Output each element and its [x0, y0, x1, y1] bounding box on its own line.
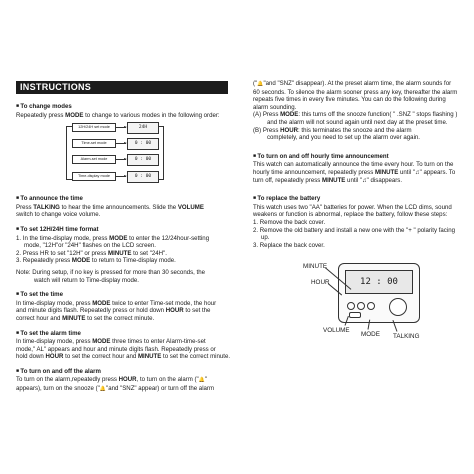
battery-step-2b: up.: [261, 234, 270, 242]
battery-step-3: 3. Replace the back cover.: [253, 241, 325, 249]
mode-label-time-set: Time-set mode: [72, 139, 116, 148]
format-step-1: 1. In the time-display mode, press MODE to enter the 12/24hour-setting: [16, 234, 210, 242]
alarm-bell-icon: 🔔: [198, 377, 205, 384]
battery-step-2: 2. Remove the old battery and install a new one with the "+ " polarity facing: [253, 226, 455, 234]
alarm-cont-line-2: 60 seconds. To silence the alarm sooner press any key, thereafter the alarm: [253, 88, 458, 96]
mode-arrow: [115, 143, 126, 144]
page-title: INSTRUCTIONS: [16, 81, 228, 94]
lcd-time-set: 0 : 00: [127, 138, 159, 150]
hourly-chime-icon: ♫: [362, 176, 367, 184]
mode-diagram: [16, 122, 234, 186]
label-hour: HOUR: [311, 279, 330, 287]
hourly-line-3: turn off, repeatedly press MINUTE until "♫" disappears.: [253, 176, 403, 184]
lcd-12h24h: 24H: [127, 122, 159, 134]
hourly-chime-icon: ♫: [415, 168, 420, 176]
volume-switch-graphic: [349, 312, 361, 318]
label-talking: TALKING: [393, 333, 420, 341]
minute-button-graphic: [357, 302, 365, 310]
heading-set-format: ■ To set 12H/24H time format: [16, 226, 234, 235]
hour-button-graphic: [347, 302, 355, 310]
alarm-onoff-line-2: appears), turn on the snooze ("🔔"and "SNZ" appear) or turn off the alarm: [16, 385, 215, 393]
talking-button-graphic: [389, 298, 407, 316]
label-volume: VOLUME: [323, 327, 350, 335]
format-note-1: Note: During setup, if no key is pressed for more than 30 seconds, the: [16, 268, 206, 276]
lcd-alarm-set: 0 : 00: [127, 154, 159, 166]
set-alarm-line-2: mode," AL" appears and hour and minute digits flash. Repeatedly press or: [16, 345, 216, 353]
alarm-option-b-2: completely, and you need to set up the alarm over again.: [267, 134, 421, 142]
alarm-onoff-line-1: To turn on the alarm,repeatedly press HOUR, to turn on the alarm ("🔔": [16, 376, 208, 384]
hourly-line-2: hourly time announcement, repeatedly press MINUTE until "♫" appears. To: [253, 168, 456, 176]
device-lcd: 12 : 00: [345, 270, 413, 294]
announce-line-1: Press TALKING to hear the time announcements. Slide the VOLUME: [16, 203, 204, 211]
alarm-bell-icon: 🔔: [257, 81, 264, 87]
alarm-bell-icon: 🔔: [99, 386, 107, 393]
announce-line-2: switch to change voice volume.: [16, 211, 101, 219]
mode-label-time-display: Time-display mode: [72, 172, 116, 181]
heading-hourly: ■ To turn on and off hourly time announcement: [253, 153, 465, 162]
alarm-cont-line-1: ("🔔"and "SNZ" disappear). At the preset alarm time, the alarm sounds for: [253, 80, 452, 87]
alarm-cont-line-4: alarm sounding.: [253, 103, 297, 111]
heading-set-time: ■ To set the time: [16, 291, 234, 300]
heading-alarm-onoff: ■ To turn on and off the alarm: [16, 368, 234, 377]
mode-arrow: [115, 127, 126, 128]
battery-line-2: weakens or function is abnormal, replace the battery, follow these steps:: [253, 211, 448, 219]
left-column: [16, 103, 234, 394]
heading-battery: ■ To replace the battery: [253, 195, 465, 204]
alarm-option-a-2: and the alarm will not sound again until next day at the preset time.: [267, 118, 448, 126]
heading-announce-time: ■ To announce the time: [16, 195, 234, 204]
label-minute: MINUTE: [303, 263, 328, 271]
alarm-option-b: (B) Press HOUR: this terminates the snooze and the alarm: [253, 126, 412, 134]
device-illustration: [338, 263, 420, 323]
leader-line: [368, 320, 371, 330]
mode-label-12h24h: 12H/24H set mode: [72, 123, 116, 132]
set-time-line-2: and minute digits flash. Repeatedly press or hold down HOUR to set the: [16, 307, 211, 315]
battery-step-1: 1. Remove the back cover.: [253, 218, 326, 226]
set-alarm-line-3: hold down HOUR to set the correct hour and MINUTE to set the correct minute.: [16, 353, 231, 361]
battery-line-1: This watch uses two "AA" batteries for power. When the LCD dims, sound: [253, 203, 452, 211]
device-figure: [253, 249, 465, 349]
format-note-2: watch will return to Time-display mode.: [34, 276, 139, 284]
format-step-1b: mode, "12H"or "24H" flashes on the LCD screen.: [24, 242, 156, 250]
mode-arrow: [115, 159, 126, 160]
set-time-line-1: In time-display mode, press MODE twice to enter Time-set mode, the hour: [16, 299, 217, 307]
mode-arrow: [115, 176, 126, 177]
label-mode: MODE: [361, 331, 380, 339]
format-step-3: 3. Repeatedly press MODE to return to Time-display mode.: [16, 257, 176, 265]
heading-set-alarm: ■ To set the alarm time: [16, 330, 234, 339]
set-time-line-3: correct hour and MINUTE to set the correct minute.: [16, 314, 155, 322]
alarm-option-a: (A) Press MODE: this turns off the snooze function( " .SNZ " stops flashing ): [253, 111, 458, 119]
heading-change-modes: ■ To change modes: [16, 103, 234, 112]
hourly-line-1: This watch can automatically announce the time every hour. To turn on the: [253, 161, 454, 169]
right-column: [253, 80, 465, 349]
change-modes-text: Repeatedly press MODE to change to various modes in the following order:: [16, 111, 220, 119]
mode-label-alarm-set: Alarm-set mode: [72, 155, 116, 164]
format-step-2: 2. Press HR to set "12H" or press MINUTE to set "24H".: [16, 249, 167, 257]
mode-button-graphic: [367, 302, 375, 310]
lcd-time-display: 0 : 00: [127, 171, 159, 183]
alarm-cont-line-3: repeats five times in every five minutes. You can do the following during: [253, 96, 446, 104]
set-alarm-line-1: In time-display mode, press MODE three times to enter Alarm-time-set: [16, 338, 206, 346]
